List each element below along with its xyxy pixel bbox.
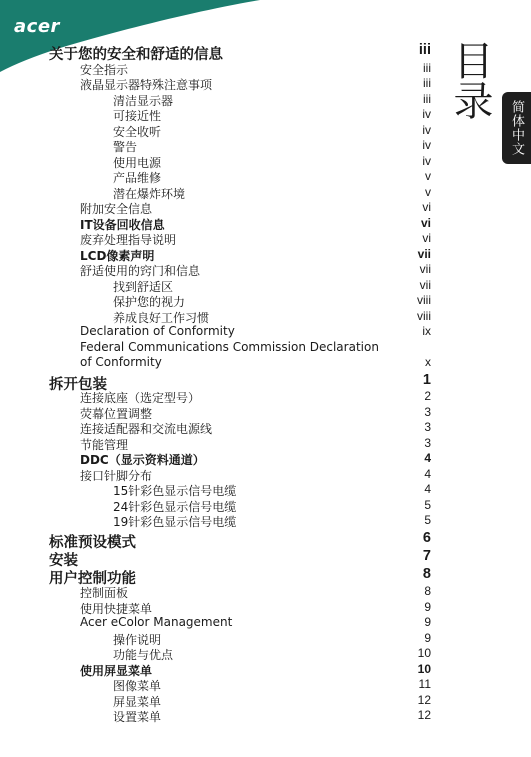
toc-entry-title: DDC（显示资料通道） — [80, 453, 205, 467]
toc-entry[interactable] — [0, 247, 531, 263]
toc-entry-title: 设置菜单 — [113, 710, 162, 724]
toc-entry-page: vii — [419, 262, 431, 276]
toc-entry[interactable] — [0, 566, 531, 587]
toc-entry-page: 12 — [417, 693, 431, 707]
toc-entry[interactable] — [0, 340, 531, 356]
toc-entry-title: 连接适配器和交流电源线 — [80, 422, 213, 436]
toc-entry-page: iii — [423, 76, 431, 90]
toc-entry-page: 11 — [418, 677, 431, 691]
toc-entry-title: 操作说明 — [113, 633, 162, 647]
toc-entry-title: 控制面板 — [80, 586, 129, 600]
toc-entry-page: iii — [423, 92, 431, 106]
toc-entry-title: 清洁显示器 — [113, 94, 174, 108]
toc-entry-page: 3 — [424, 436, 431, 450]
toc-entry[interactable] — [0, 154, 531, 170]
toc-entry-title: 功能与优点 — [113, 648, 174, 662]
toc-entry[interactable] — [0, 498, 531, 514]
toc-entry-title: 使用电源 — [113, 156, 162, 170]
toc-entry-page: 9 — [424, 631, 431, 645]
language-tab-label: 简体中文 — [509, 100, 524, 156]
toc-entry-page: 2 — [424, 389, 431, 403]
toc-entry-page: viii — [417, 293, 431, 307]
toc-entry[interactable] — [0, 436, 531, 452]
toc-entry-page: 4 — [424, 451, 431, 465]
toc-entry-title: 节能管理 — [80, 438, 129, 452]
toc-entry-page: vi — [420, 216, 431, 230]
toc-entry[interactable] — [0, 513, 531, 529]
toc-entry[interactable] — [0, 92, 531, 108]
toc-entry-title: 产品维修 — [113, 171, 162, 185]
toc-entry-page: 10 — [417, 662, 431, 676]
toc-entry-title: 荧幕位置调整 — [80, 407, 153, 421]
toc-entry-title: 用户控制功能 — [49, 571, 136, 587]
toc-entry-page: 3 — [424, 420, 431, 434]
toc-entry-title: 图像菜单 — [113, 679, 162, 693]
toc-entry-title: 24针彩色显示信号电缆 — [113, 500, 237, 514]
toc-entry-page: 8 — [424, 584, 431, 598]
toc-entry-title: IT设备回收信息 — [80, 218, 165, 232]
toc-entry-title: 拆开包装 — [49, 377, 107, 393]
toc-entry-title: 潜在爆炸环境 — [113, 187, 186, 201]
toc-entry[interactable] — [0, 200, 531, 216]
toc-entry[interactable] — [0, 309, 531, 325]
toc-entry[interactable] — [0, 278, 531, 294]
toc-entry-title: 15针彩色显示信号电缆 — [113, 484, 237, 498]
toc-entry-title: 安全指示 — [80, 63, 129, 77]
toc-entry-title: 关于您的安全和舒适的信息 — [49, 47, 223, 63]
toc-entry-title: Acer eColor Management — [80, 615, 233, 629]
toc-entry[interactable] — [0, 467, 531, 483]
toc-entry-page: iv — [422, 154, 431, 168]
toc-entry-title: of Conformity — [80, 355, 162, 369]
toc-entry[interactable] — [0, 355, 531, 371]
toc-entry-page: x — [425, 355, 431, 369]
toc-entry[interactable] — [0, 107, 531, 123]
toc-entry-page: 4 — [424, 467, 431, 481]
toc-entry[interactable] — [0, 42, 531, 63]
toc-entry[interactable] — [0, 169, 531, 185]
toc-entry-page: iii — [418, 42, 431, 58]
toc-entry-page: 12 — [417, 708, 431, 722]
toc-entry-title: 安装 — [49, 553, 78, 569]
toc-entry-page: vii — [417, 247, 431, 261]
toc-entry[interactable] — [0, 185, 531, 201]
toc-entry-page: ix — [422, 324, 431, 338]
toc-entry-title: 接口针脚分布 — [80, 469, 153, 483]
toc-entry-title: 附加安全信息 — [80, 202, 153, 216]
toc-entry-page: viii — [417, 309, 431, 323]
toc-entry[interactable] — [0, 530, 531, 551]
toc-entry[interactable] — [0, 631, 531, 647]
toc-entry-title: 保护您的视力 — [113, 295, 186, 309]
toc-entry-page: iv — [422, 123, 431, 137]
toc-entry[interactable] — [0, 615, 531, 631]
toc-entry-page: 10 — [417, 646, 431, 660]
toc-entry[interactable] — [0, 451, 531, 467]
toc-entry[interactable] — [0, 262, 531, 278]
toc-entry-title: 使用屏显菜单 — [80, 664, 153, 678]
toc-entry[interactable] — [0, 76, 531, 92]
toc-entry[interactable] — [0, 61, 531, 77]
toc-entry[interactable] — [0, 548, 531, 569]
toc-entry[interactable] — [0, 693, 531, 709]
toc-entry[interactable] — [0, 662, 531, 678]
toc-entry[interactable] — [0, 372, 531, 393]
toc-entry-page: iv — [422, 107, 431, 121]
toc-entry-page: vii — [419, 278, 431, 292]
toc-entry-page: 9 — [424, 600, 431, 614]
toc-entry[interactable] — [0, 293, 531, 309]
toc-entry-title: 养成良好工作习惯 — [113, 311, 210, 325]
toc-entry-title: 标准预设模式 — [49, 535, 136, 551]
toc-entry-title: 19针彩色显示信号电缆 — [113, 515, 237, 529]
toc-entry-page: 9 — [424, 615, 431, 629]
toc-entry[interactable] — [0, 708, 531, 724]
toc-entry-title: 废弃处理指导说明 — [80, 233, 177, 247]
toc-entry-title: 安全收听 — [113, 125, 162, 139]
toc-entry-page: 3 — [424, 405, 431, 419]
toc-entry-title: 使用快捷菜单 — [80, 602, 153, 616]
toc-entry[interactable] — [0, 584, 531, 600]
toc-entry[interactable] — [0, 123, 531, 139]
toc-entry-title: Declaration of Conformity — [80, 324, 235, 338]
toc-entry-page: iii — [423, 61, 431, 75]
toc-entry[interactable] — [0, 231, 531, 247]
toc-entry[interactable] — [0, 600, 531, 616]
toc-entry[interactable] — [0, 677, 531, 693]
toc-entry-page: 5 — [424, 498, 431, 512]
toc-entry[interactable] — [0, 138, 531, 154]
toc-entry-page: v — [425, 169, 431, 183]
toc-entry-page: 4 — [424, 482, 431, 496]
contents-heading: 目录 — [447, 40, 493, 120]
toc-entry-page: 1 — [422, 372, 431, 388]
toc-entry-title: Federal Communications Commission Declaration — [80, 340, 379, 354]
toc-entry-title: 可接近性 — [113, 109, 162, 123]
toc-entry-page: vi — [422, 200, 431, 214]
toc-entry-page: v — [425, 185, 431, 199]
toc-entry[interactable] — [0, 324, 531, 340]
acer-logo: acer — [14, 16, 60, 37]
toc-entry-title: 连接底座（选定型号） — [80, 391, 201, 405]
toc-entry-page: 7 — [422, 548, 431, 564]
toc-entry-page: 6 — [422, 530, 431, 546]
toc-entry[interactable] — [0, 389, 531, 405]
toc-entry-page: iv — [422, 138, 431, 152]
toc-entry-title: 液晶显示器特殊注意事项 — [80, 78, 213, 92]
toc-entry-title: 警告 — [113, 140, 138, 154]
toc-entry-title: LCD像素声明 — [80, 249, 155, 263]
toc-entry[interactable] — [0, 482, 531, 498]
toc-entry-page: vi — [422, 231, 431, 245]
toc-entry-title: 屏显菜单 — [113, 695, 162, 709]
toc-entry[interactable] — [0, 420, 531, 436]
toc-entry[interactable] — [0, 646, 531, 662]
toc-entry[interactable] — [0, 405, 531, 421]
toc-entry-page: 8 — [422, 566, 431, 582]
toc-entry[interactable] — [0, 216, 531, 232]
toc-entry-page: 5 — [424, 513, 431, 527]
toc-entry-title: 找到舒适区 — [113, 280, 174, 294]
toc-entry-title: 舒适使用的窍门和信息 — [80, 264, 201, 278]
